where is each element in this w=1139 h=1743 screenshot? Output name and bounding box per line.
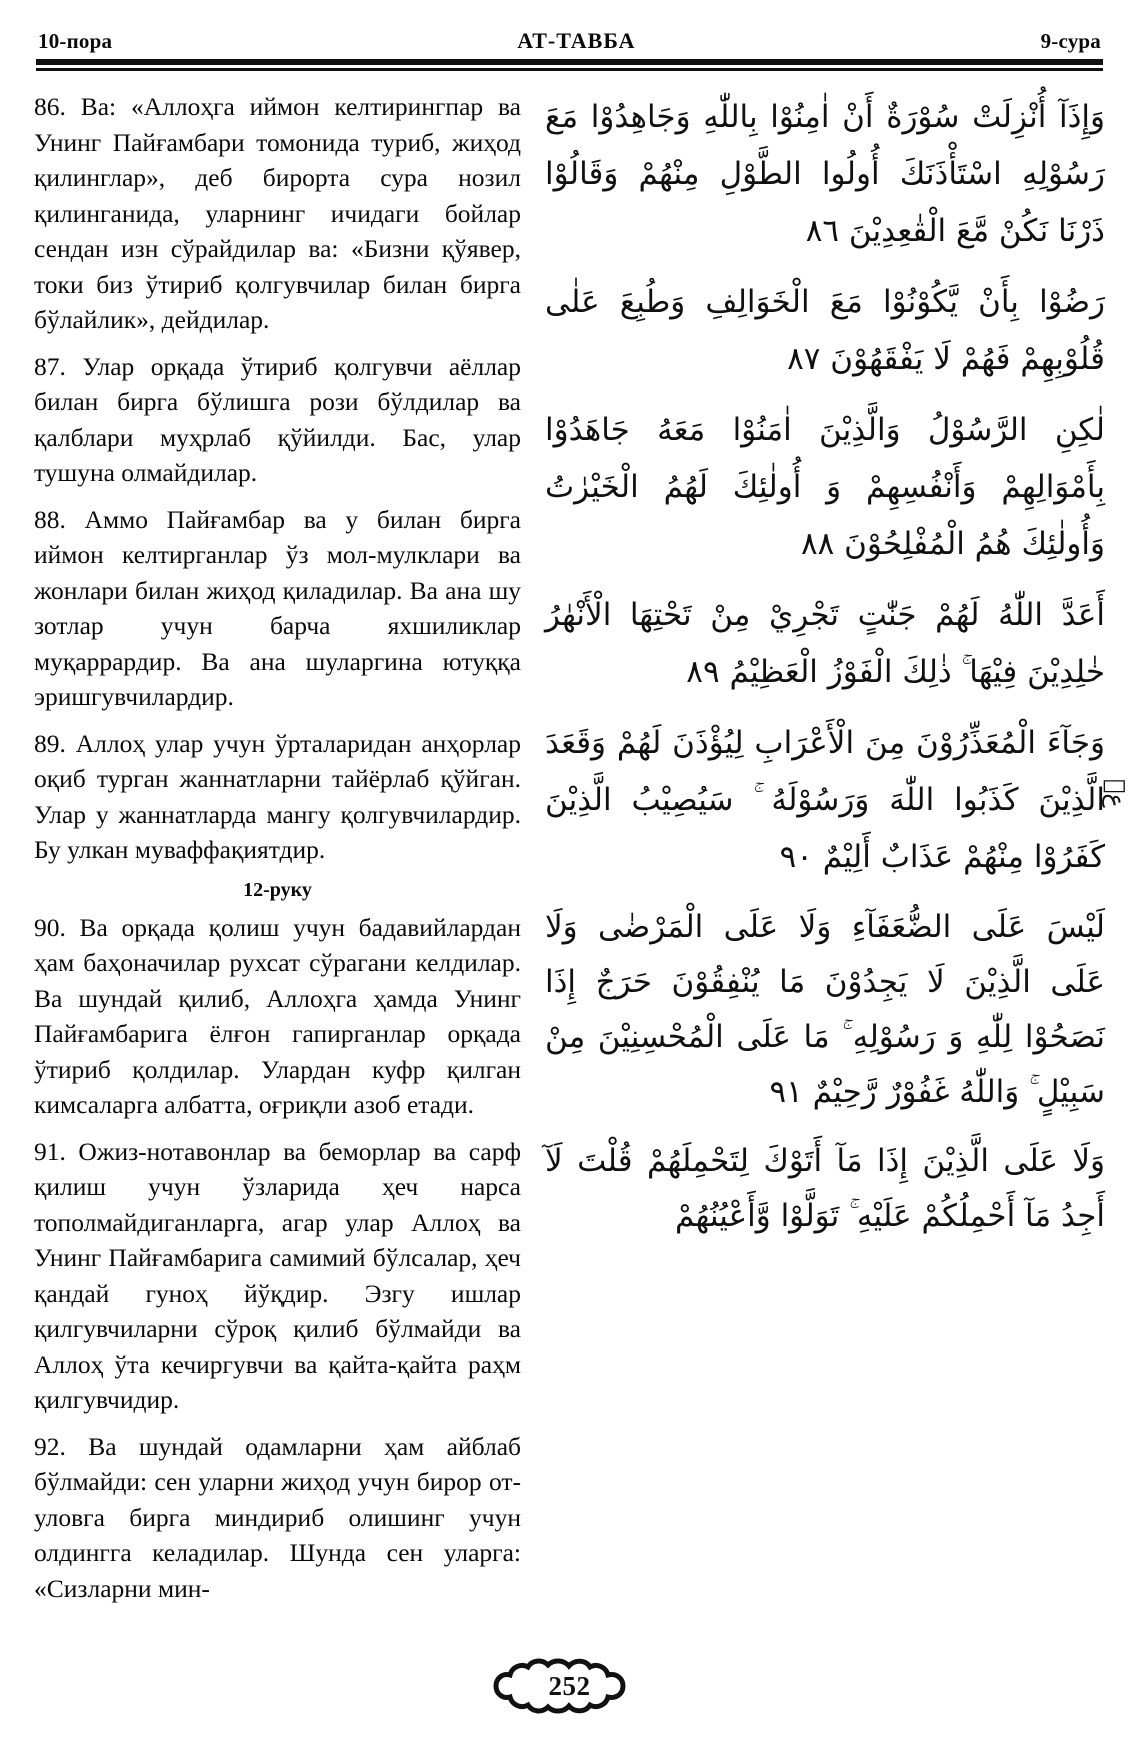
- arabic-block-verse-88: لٰكِنِ الرَّسُوْلُ وَالَّذِيْنَ اٰمَنُوْا مَعَهُ جَاهَدُوْا بِأَمْوَالِهِمْ وَأَنْفُسِهِمْ وَ أُولٰئِكَ لَهُمُ الْخَيْرٰتُ وَأُولٰئِكَ هُمُ الْمُفْلِحُوْنَ ٨٨: [545, 412, 1105, 562]
- arabic-block-verse-89: أَعَدَّ اللّٰهُ لَهُمْ جَنّٰتٍ تَجْرِيْ مِنْ تَحْتِهَا الْأَنْهٰرُ خٰلِدِيْنَ فِيْهَا ۚ ذٰلِكَ الْفَوْزُ الْعَظِيْمُ ٨٩: [545, 597, 1105, 690]
- page-body: [34, 89, 1130, 1609]
- page-number-ornament: [482, 1657, 658, 1715]
- translation-verse-91: 91. Ожиз-нотавонлар ва беморлар ва сарф қилиш учун ўзларида ҳеч нарса тополмайдиганларга, агар улар Аллоҳ ва Унинг Пайғамбарига самимий бўлсалар, ҳеч қандай гуноҳ йўқдир. Эзгу ишлар қилгувчиларни сўроқ қилиб бўлмайди ва Аллоҳ ўта кечиргувчи ва қайта-қайта раҳм қилгувчидир.: [34, 1136, 521, 1414]
- ruku-margin-sign: عۡ: [1102, 779, 1130, 808]
- arabic-block-verse-92: وَلَا عَلَى الَّذِيْنَ إِذَا مَآ أَتَوْكَ لِتَحْمِلَهُمْ قُلْتَ لَآ أَجِدُ مَآ أَحْمِلُكُمْ عَلَيْهِ ۚ تَوَلَّوْا وَّأَعْيُنُهُمْ: [545, 1143, 1105, 1234]
- page-number: 252: [548, 1670, 591, 1701]
- running-head: [34, 28, 1105, 54]
- ruku-heading: 12-руку: [243, 878, 312, 901]
- arabic-column: [531, 89, 1130, 1609]
- page-title: АТ-ТАВБА: [517, 28, 636, 53]
- translation-verse-90: 90. Ва орқада қолиш учун бадавийлардан ҳам баҳоначилар рухсат сўрагани келдилар. Ва шундай қилиб, Аллоҳга ҳамда Унинг Пайғамбарига ёлғон гапирганлар орқада ўтириб қолдилар. Улардан куфр қилган кимсаларга албатта, оғриқли азоб етади.: [34, 912, 521, 1119]
- translation-verse-89: 89. Аллоҳ улар учун ўрталаридан анҳорлар оқиб турган жаннатларни тайёрлаб қўйган. Улар у жаннатларда мангу қолгувчилардир. Бу улкан муваффақиятдир.: [34, 728, 521, 864]
- translation-verse-88: 88. Аммо Пайғамбар ва у билан бирга иймон келтирганлар ўз мол-мулклари ва жонлари билан жиҳод қиладилар. Ва ана шу зотлар учун барча яхшиликлар муқаррардир. Ва ана шуларгина ютуққа эришгувчилардир.: [34, 504, 521, 711]
- translation-column: [34, 89, 531, 1609]
- arabic-block-verse-87: رَضُوْا بِأَنْ يَّكُوْنُوْا مَعَ الْخَوَالِفِ وَطُبِعَ عَلٰى قُلُوْبِهِمْ فَهُمْ لَا يَفْقَهُوْنَ ٨٧: [545, 284, 1105, 377]
- juz-label: 10-пора: [38, 29, 113, 53]
- arabic-block-verse-90: وَجَآءَ الْمُعَذِّرُوْنَ مِنَ الْأَعْرَابِ لِيُؤْذَنَ لَهُمْ وَقَعَدَ الَّذِيْنَ كَذَبُوا اللّٰهَ وَرَسُوْلَهُ ۚ سَيُصِيْبُ الَّذِيْنَ كَفَرُوْا مِنْهُمْ عَذَابٌ أَلِيْمٌ ٩٠: [545, 725, 1105, 875]
- arabic-block-verse-86: وَإِذَآ أُنْزِلَتْ سُوْرَةٌ أَنْ اٰمِنُوْا بِاللّٰهِ وَجَاهِدُوْا مَعَ رَسُوْلِهِ اسْتَأْذَنَكَ أُولُوا الطَّوْلِ مِنْهُمْ وَقَالُوْا ذَرْنَا نَكُنْ مَّعَ الْقٰعِدِيْنَ ٨٦: [545, 99, 1105, 249]
- header-divider: [34, 59, 1105, 71]
- arabic-block-verse-91: لَيْسَ عَلَى الضُّعَفَآءِ وَلَا عَلَى الْمَرْضٰى وَلَا عَلَى الَّذِيْنَ لَا يَجِدُوْنَ مَا يُنْفِقُوْنَ حَرَجٌ إِذَا نَصَحُوْا لِلّٰهِ وَ رَسُوْلِهِ ۚ مَا عَلَى الْمُحْسِنِيْنَ مِنْ سَبِيْلٍ ۚ وَاللّٰهُ غَفُوْرٌ رَّحِيْمٌ ٩١: [545, 909, 1105, 1110]
- sura-label: 9-сура: [1040, 29, 1101, 53]
- page-footer: [0, 1657, 1139, 1715]
- translation-verse-87: 87. Улар орқада ўтириб қолгувчи аёллар билан бирга бўлишга рози бўлдилар ва қалблари муҳрлаб қўйилди. Бас, улар тушуна олмайдилар.: [34, 351, 521, 487]
- translation-verse-86: 86. Ва: «Аллоҳга иймон келтирингпар ва Унинг Пайғамбари томонида туриб, жиҳод қилинглар», деб бирорта сура нозил қилинганида, уларнинг ичидаги бойлар сендан изн сўрайдилар ва: «Бизни қўявер, токи биз ўтириб қолгувчилар билан бирга бўлайлик», дейдилар.: [34, 92, 521, 334]
- translation-verse-92: 92. Ва шундай одамларни ҳам айблаб бўлмайди: сен уларни жиҳод учун бирор от-уловга бирга миндириб олишинг учун олдингга келадилар. Шунда сен уларга: «Сизларни мин-: [34, 1431, 521, 1603]
- divider-thin-line: [36, 68, 1103, 71]
